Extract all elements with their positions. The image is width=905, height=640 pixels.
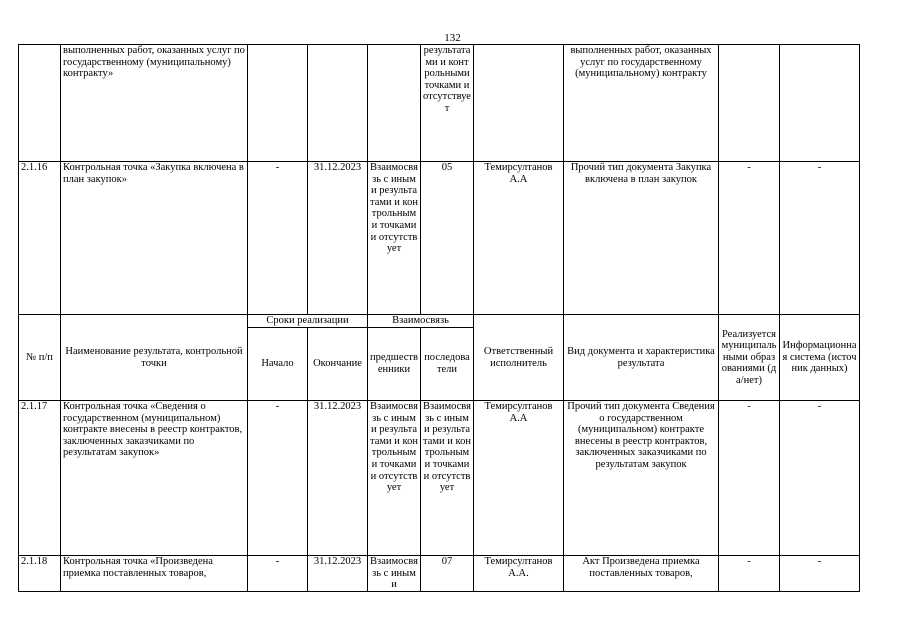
- row-end: [308, 45, 368, 162]
- row-info: [780, 45, 860, 162]
- header-link: Взаимосвязь: [368, 315, 474, 328]
- row-info: -: [780, 556, 860, 592]
- row-realized: [719, 45, 780, 162]
- row-doc: выполненных работ, оказанных услуг по государственному (муниципальному) контракту: [564, 45, 719, 162]
- header-end: Окончание: [308, 328, 368, 401]
- row-end: 31.12.2023: [308, 162, 368, 315]
- control-points-table: [18, 44, 860, 592]
- row-start: -: [248, 162, 308, 315]
- row-name: Контрольная точка «Произведена приемка поставленных товаров,: [61, 556, 248, 592]
- header-row: [19, 315, 860, 328]
- row-num: 2.1.16: [19, 162, 61, 315]
- row-succ: Взаимосвязь с иными результатами и контрольными точками и отсутствует: [421, 401, 474, 556]
- row-name: Контрольная точка «Закупка включена в план закупок»: [61, 162, 248, 315]
- row-info: -: [780, 401, 860, 556]
- header-num: № п/п: [19, 315, 61, 401]
- row-end: 31.12.2023: [308, 556, 368, 592]
- row-num: 2.1.17: [19, 401, 61, 556]
- row-num: [19, 45, 61, 162]
- row-name: выполненных работ, оказанных услуг по государственному (муниципальному) контракту»: [61, 45, 248, 162]
- row-pred: [368, 45, 421, 162]
- row-doc: Прочий тип документа Сведения о государственном (муниципальном) контракте внесены в реестр контрактов, заключенных заказчиками по результатам закупок: [564, 401, 719, 556]
- row-succ: результатами и контрольными точками и отсутствует: [421, 45, 474, 162]
- row-resp: Темирсултанов А.А: [474, 401, 564, 556]
- row-doc: Акт Произведена приемка поставленных товаров,: [564, 556, 719, 592]
- header-name: Наименование результата, контрольной точки: [61, 315, 248, 401]
- row-num: 2.1.18: [19, 556, 61, 592]
- row-resp: [474, 45, 564, 162]
- table-row: [19, 401, 860, 556]
- row-realized: -: [719, 401, 780, 556]
- header-resp: Ответственный исполнитель: [474, 315, 564, 401]
- row-succ: 05: [421, 162, 474, 315]
- table-row: [19, 556, 860, 592]
- row-pred: Взаимосвязь с иными результатами и контрольными точками и отсутствует: [368, 162, 421, 315]
- table-row: [19, 45, 860, 162]
- row-start: -: [248, 556, 308, 592]
- header-pred: предшественники: [368, 328, 421, 401]
- row-resp: Темирсултанов А.А.: [474, 556, 564, 592]
- row-realized: -: [719, 556, 780, 592]
- header-realized: Реализуется муниципальными образованиями (да/нет): [719, 315, 780, 401]
- row-name: Контрольная точка «Сведения о государственном (муниципальном) контракте внесены в реестр контрактов, заключенных заказчиками по результатам закупок»: [61, 401, 248, 556]
- row-pred: Взаимосвязь с иными результатами и контрольными точками и отсутствует: [368, 401, 421, 556]
- row-succ: 07: [421, 556, 474, 592]
- page-number: 132: [444, 32, 461, 44]
- row-start: [248, 45, 308, 162]
- header-terms: Сроки реализации: [248, 315, 368, 328]
- header-info: Информационная система (источник данных): [780, 315, 860, 401]
- header-doc: Вид документа и характеристика результата: [564, 315, 719, 401]
- row-end: 31.12.2023: [308, 401, 368, 556]
- header-start: Начало: [248, 328, 308, 401]
- header-succ: последователи: [421, 328, 474, 401]
- row-realized: -: [719, 162, 780, 315]
- row-info: -: [780, 162, 860, 315]
- table-row: [19, 162, 860, 315]
- row-doc: Прочий тип документа Закупка включена в план закупок: [564, 162, 719, 315]
- row-start: -: [248, 401, 308, 556]
- row-pred: Взаимосвязь с иными: [368, 556, 421, 592]
- row-resp: Темирсултанов А.А: [474, 162, 564, 315]
